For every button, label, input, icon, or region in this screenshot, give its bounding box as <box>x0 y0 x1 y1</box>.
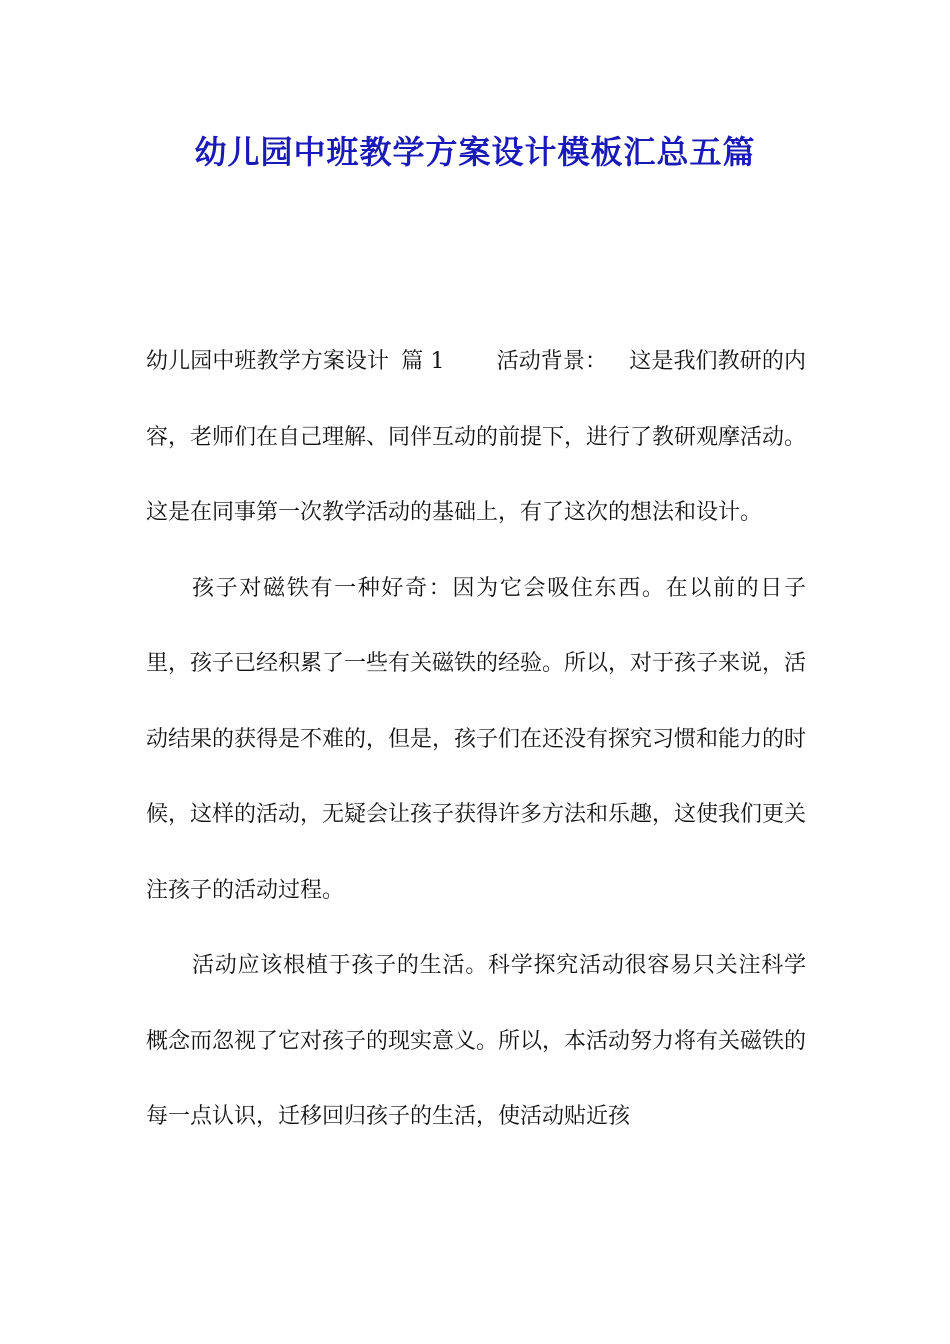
document-title: 幼儿园中班教学方案设计模板汇总五篇 <box>194 133 756 171</box>
paragraph-1 <box>146 324 806 551</box>
paragraph-2: 孩子对磁铁有一种好奇：因为它会吸住东西。在以前的日子里，孩子已经积累了一些有关磁铁的经验。所以，对于孩子来说，活动结果的获得是不难的，但是，孩子们在还没有探究习惯和能力的时候，这样的活动，无疑会让孩子获得许多方法和乐趣，这使我们更关注孩子的活动过程。 <box>146 575 807 903</box>
background-label: 活动背景： <box>496 349 608 374</box>
section-number: 篇 1 <box>401 349 445 374</box>
section-heading: 幼儿园中班教学方案设计 <box>146 349 390 374</box>
paragraph-3: 活动应该根植于孩子的生活。科学探究活动很容易只关注科学概念而忽视了它对孩子的现实意义。所以，本活动努力将有关磁铁的每一点认识，迁移回归孩子的生活，使活动贴近孩 <box>146 953 807 1129</box>
paragraph-1-text: 这是我们教研的内容，老师们在自己理解、同伴互动的前提下，进行了教研观摩活动。这是在同事第一次教学活动的基础上，有了这次的想法和设计。 <box>146 349 807 525</box>
document-body <box>146 324 806 1155</box>
